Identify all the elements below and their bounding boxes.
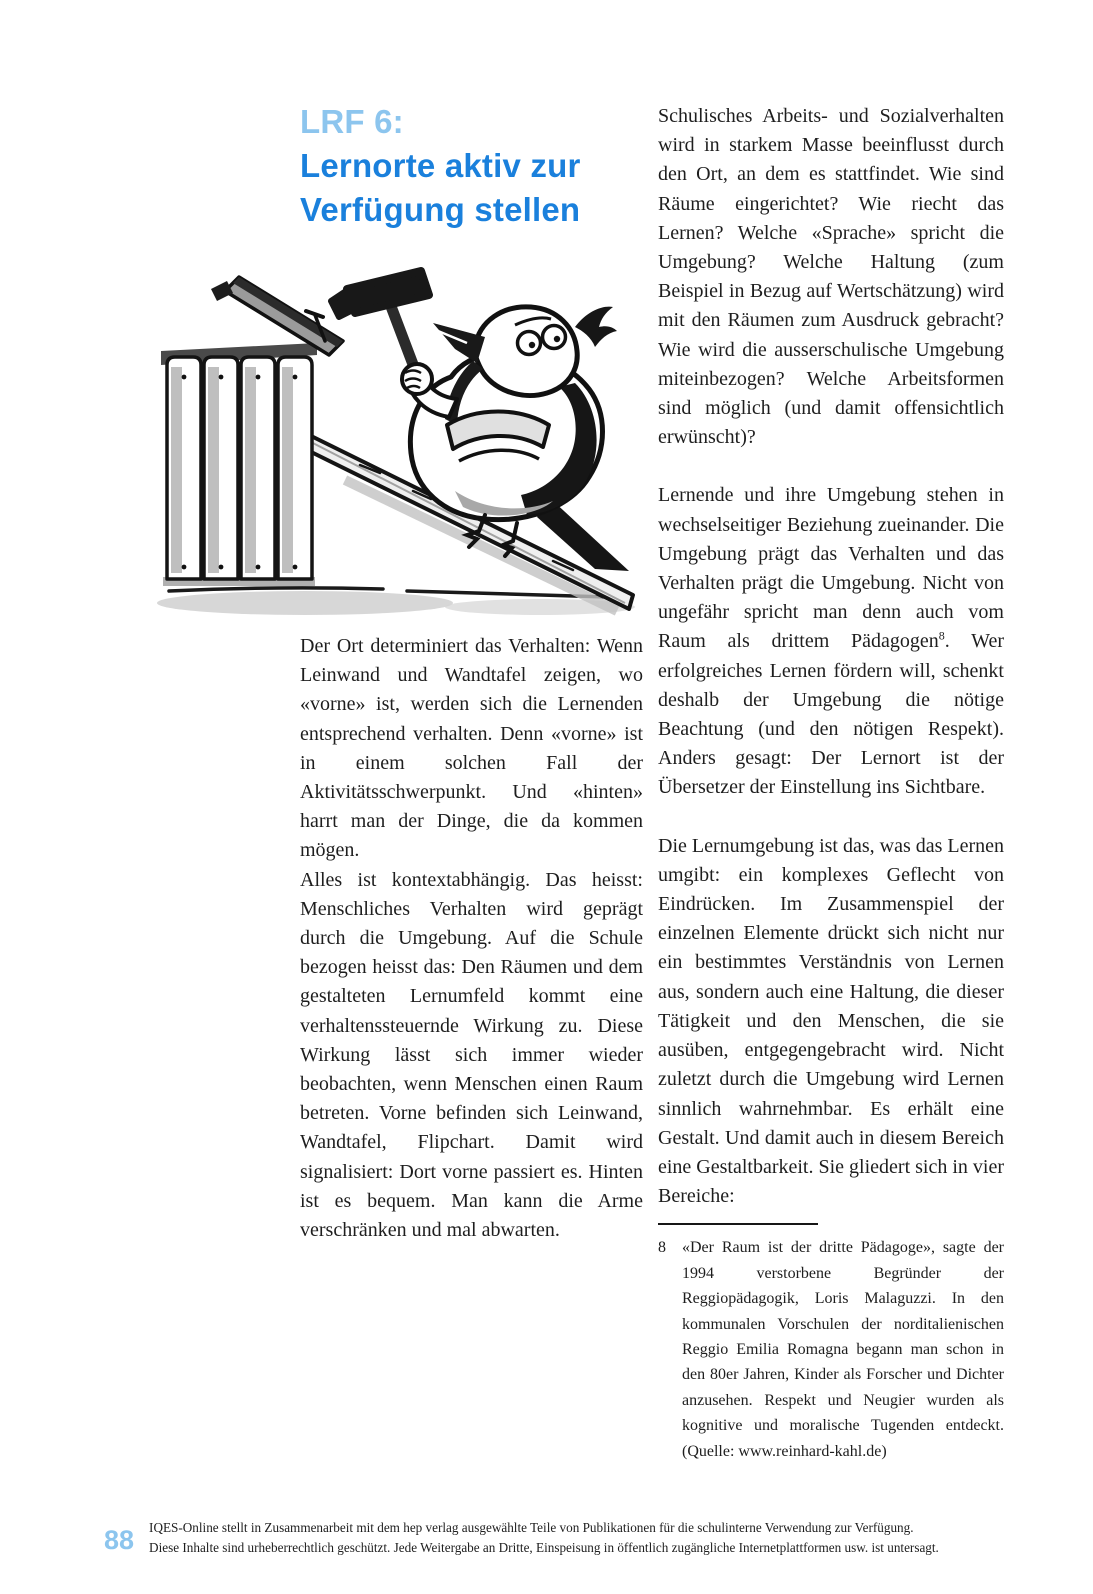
page-footer <box>104 1518 1006 1557</box>
footnote-number: 8 <box>658 1239 666 1257</box>
ground <box>157 588 635 615</box>
footer-copyright <box>149 1518 1006 1557</box>
page-number: 88 <box>104 1525 135 1555</box>
bird-eye <box>518 332 541 355</box>
paragraph: Die Lernumgebung ist das, was das Lernen umgibt: ein komplexes Geflecht von Eindrücken. Im Zusammenspiel der einzelnen Elemente drückt sich nicht nur ein bestimmtes Verständnis von Lernen aus, sondern auch eine Haltung, die dieser Tätigkeit und den Menschen, die sie ausüben, entgegengebracht wird. Nicht zuletzt durch die Umgebung wird Lernen sinnlich wahrnehmbar. Es erhält eine Gestalt. Und damit auch in diesem Bereich eine Gestaltbarkeit. Sie gliedert sich in vier Bereiche: <box>658 834 1005 1208</box>
footnote <box>658 1223 1004 1464</box>
bird <box>405 307 629 571</box>
right-column <box>658 102 1004 1464</box>
section-title-line-2: Verfügung stellen <box>300 191 581 228</box>
footer-line-1: IQES-Online stellt in Zusammenarbeit mit dem hep verlag ausgewählte Teile von Publikationen für die schulinterne Verwendung zur Verfügung. <box>149 1520 914 1535</box>
paragraph <box>658 481 1004 802</box>
fence <box>161 343 317 586</box>
section-title-line-1: Lernorte aktiv zur <box>300 147 581 184</box>
paragraph-text: Lernende und ihre Umgebung stehen in wechselseitiger Beziehung zueinander. Die Umgebung prägt das Verhalten und das Verhalten prägt die Umgebung. Nicht von ungefähr spricht man denn auch vom Raum als drittem Pädagogen <box>658 484 1004 653</box>
section-title-block <box>300 100 660 232</box>
left-column <box>300 632 643 1245</box>
bird-beak <box>433 323 485 363</box>
paragraph-text: . Wer erfolgreiches Lernen fördern will, schenkt deshalb der Umgebung die nötige Beachtung (und den nötigen Respekt). Anders gesagt: Der Lernort ist der Übersetzer der Einstellung ins Sichtbare. <box>658 630 1004 799</box>
hammer <box>331 271 432 394</box>
bird-eye <box>543 326 566 349</box>
section-kicker: LRF 6: <box>300 103 404 140</box>
footnote-divider <box>658 1223 818 1225</box>
footnote-text: «Der Raum ist der dritte Pädagoge», sagte der 1994 verstorbene Begründer der Reggiopädagogik, Loris Malaguzzi. In den kommunalen Vorschulen der norditalienischen Reggio Emilia Romagna begann man schon in den 80er Jahren, Kinder als Forscher und Dichter anzusehen. Respekt und Neugier wurden als kognitive und moralische Tugenden entdeckt. (Quelle: www.reinhard-kahl.de) <box>682 1239 1004 1460</box>
paragraph: Alles ist kontextabhängig. Das heisst: Menschliches Verhalten wird geprägt durch die Umgebung. Auf die Schule bezogen heisst das: Den Räumen und dem gestalteten Lernumfeld kommt eine verhaltenssteuernde Wirkung zu. Diese Wirkung lässt sich immer wieder beobachten, wenn Menschen einen Raum betreten. Vorne befinden sich Leinwand, Wandtafel, Flipchart. Damit wird signalisiert: Dort vorne passiert es. Hinten ist es bequem. Man kann die Arme verschränken und mal abwarten. <box>300 868 643 1242</box>
bird-hammer-illustration <box>155 255 645 625</box>
paragraph: Schulisches Arbeits- und Sozialverhalten wird in starkem Masse beeinflusst durch den Ort, an dem es stattfindet. Wie sind Räume eingerichtet? Wie riecht das Lernen? Welche «Sprache» spricht die Umgebung? Welche Haltung (zum Beispiel in Bezug auf Wertschätzung) wird mit den Räumen zum Ausdruck gebracht? Wie wird die ausserschulische Umgebung miteinbezogen? Welche Arbeitsformen sind möglich (und damit offensichtlich erwünscht)? <box>658 105 1004 449</box>
footnote-reference: 8 <box>938 628 945 643</box>
nailed-board <box>211 277 343 355</box>
bird-head-tufts <box>575 307 617 347</box>
footer-line-2: Diese Inhalte sind urheberrechtlich geschützt. Jede Weitergabe an Dritte, Einspeisung in öffentlich zugängliche Internetplattformen usw. ist untersagt. <box>149 1539 939 1555</box>
paragraph: Der Ort determiniert das Verhalten: Wenn Leinwand und Wandtafel zeigen, wo «vorne» ist, werden sich die Lernenden entsprechend verhalten. Denn «vorne» ist in einem solchen Fall der Aktivitätsschwerpunkt. Und «hinten» harrt man der Dinge, die da kommen mögen. <box>300 635 643 862</box>
